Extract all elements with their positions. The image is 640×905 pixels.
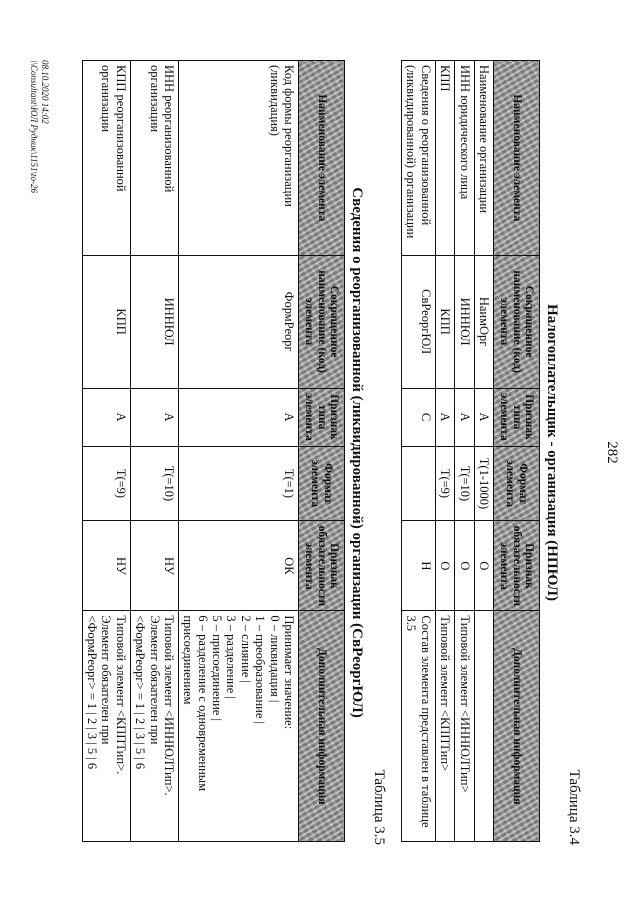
cell-code: ИННЮЛ — [130, 255, 178, 388]
header-name: Наименование элемента — [299, 61, 345, 256]
header-name: Наименование элемента — [494, 61, 540, 256]
page-number: 282 — [604, 441, 620, 464]
cell-code: КПП — [435, 255, 454, 388]
info-line: 3 – разделение | — [224, 615, 239, 699]
cell-name: Наименование организации — [474, 61, 493, 256]
header-code: Сокращенное наименование (код) элемента — [299, 255, 345, 388]
footer-date: 08.10.2020 14:02 — [40, 60, 50, 124]
table-row — [82, 61, 130, 842]
cell-info — [82, 611, 130, 842]
table-header-row — [494, 61, 540, 842]
cell-type: А — [179, 388, 299, 446]
table-3-4-title: Налогоплательщик - организация (НПЮЛ) — [544, 304, 560, 601]
footer — [28, 60, 51, 193]
cell-required: НУ — [130, 521, 178, 611]
info-line: 1 – преобразование | — [253, 615, 268, 725]
info-line: Типовой элемент <ИННЮЛТип>. — [162, 615, 176, 796]
cell-info — [130, 611, 178, 842]
cell-type: А — [130, 388, 178, 446]
cell-code: ИННЮЛ — [455, 255, 474, 388]
table-row — [179, 61, 299, 842]
cell-info: Состав элемента представлен в таблице 3.5 — [402, 611, 436, 842]
header-format: Формат элемента — [299, 446, 345, 521]
header-type: Признак типа элемента — [299, 388, 345, 446]
cell-name: ИНН реорганизованной организации — [130, 61, 178, 256]
info-line: 5 – присоединение | — [210, 615, 225, 721]
table-3-4 — [401, 60, 540, 842]
info-line: Типовой элемент <КППТип>. — [113, 615, 128, 775]
header-code: Сокращенное наименование (код) элемента — [494, 255, 540, 388]
cell-code: КПП — [82, 255, 130, 388]
cell-format: T(=1) — [179, 446, 299, 521]
cell-required: О — [435, 521, 454, 611]
info-line: 2 – слияние | — [238, 615, 253, 683]
footer-path: \\Consultant\ЮЛ Рудник\1151\to-26 — [28, 60, 39, 193]
cell-code: ФормРеорг — [179, 255, 299, 388]
cell-type: С — [402, 388, 436, 446]
cell-format: T(=10) — [130, 446, 178, 521]
header-format: Формат элемента — [494, 446, 540, 521]
info-line: 0 – ликвидация | — [267, 615, 282, 703]
table-row — [435, 61, 454, 842]
table-3-5-label: Таблица 3.5 — [371, 769, 387, 845]
table-row — [130, 61, 178, 842]
info-line: <ФормРеорг> = 1 | 2 | 3 | 5 | 6 — [85, 615, 100, 770]
cell-type: А — [474, 388, 493, 446]
cell-format: T(=9) — [435, 446, 454, 521]
header-type: Признак типа элемента — [494, 388, 540, 446]
cell-name: ИНН юридического лица — [455, 61, 474, 256]
header-required: Признак обязательности элемента — [299, 521, 345, 611]
header-info: Дополнительная информация — [299, 611, 345, 842]
cell-type: А — [82, 388, 130, 446]
info-line: <ФормРеорг> = 1 | 2 | 3 | 5 | 6 — [133, 615, 148, 770]
cell-format: T(=10) — [455, 446, 474, 521]
info-line: Элемент обязателен при — [147, 615, 162, 745]
table-3-5-title: Сведения о реорганизованной (ликвидированной) организации (СвРеоргЮЛ) — [349, 187, 365, 718]
table-header-row — [299, 61, 345, 842]
cell-name: Сведения о реорганизованной (ликвидированной) организации — [402, 61, 436, 256]
cell-required: О — [455, 521, 474, 611]
cell-code: НаимОрг — [474, 255, 493, 388]
info-line: 6 – разделение с одновременным присоединением — [181, 615, 210, 792]
cell-code: СвРеоргЮЛ — [402, 255, 436, 388]
table-row — [455, 61, 474, 842]
cell-type: А — [435, 388, 454, 446]
cell-format: T(1-1000) — [474, 446, 493, 521]
cell-name: КПП — [435, 61, 454, 256]
cell-required: О — [474, 521, 493, 611]
cell-required: Н — [402, 521, 436, 611]
cell-name: КПП реорганизованной организации — [82, 61, 130, 256]
header-info: Дополнительная информация — [494, 611, 540, 842]
table-3-5 — [82, 60, 345, 842]
table-3-4-label: Таблица 3.4 — [566, 769, 582, 845]
cell-info — [179, 611, 299, 842]
cell-info: Типовой элемент <КППТип> — [435, 611, 454, 842]
cell-type: А — [455, 388, 474, 446]
cell-info: Типовой элемент <ИННЮЛТип> — [455, 611, 474, 842]
cell-name: Код формы реорганизации (ликвидация) — [179, 61, 299, 256]
cell-format — [402, 446, 436, 521]
info-line: Элемент обязателен при — [99, 615, 114, 745]
header-required: Признак обязательности элемента — [494, 521, 540, 611]
cell-required: ОК — [179, 521, 299, 611]
cell-format: T(=9) — [82, 446, 130, 521]
table-row — [402, 61, 436, 842]
info-line: Принимает значение: — [282, 615, 296, 730]
table-row — [474, 61, 493, 842]
cell-info — [474, 611, 493, 842]
cell-required: НУ — [82, 521, 130, 611]
